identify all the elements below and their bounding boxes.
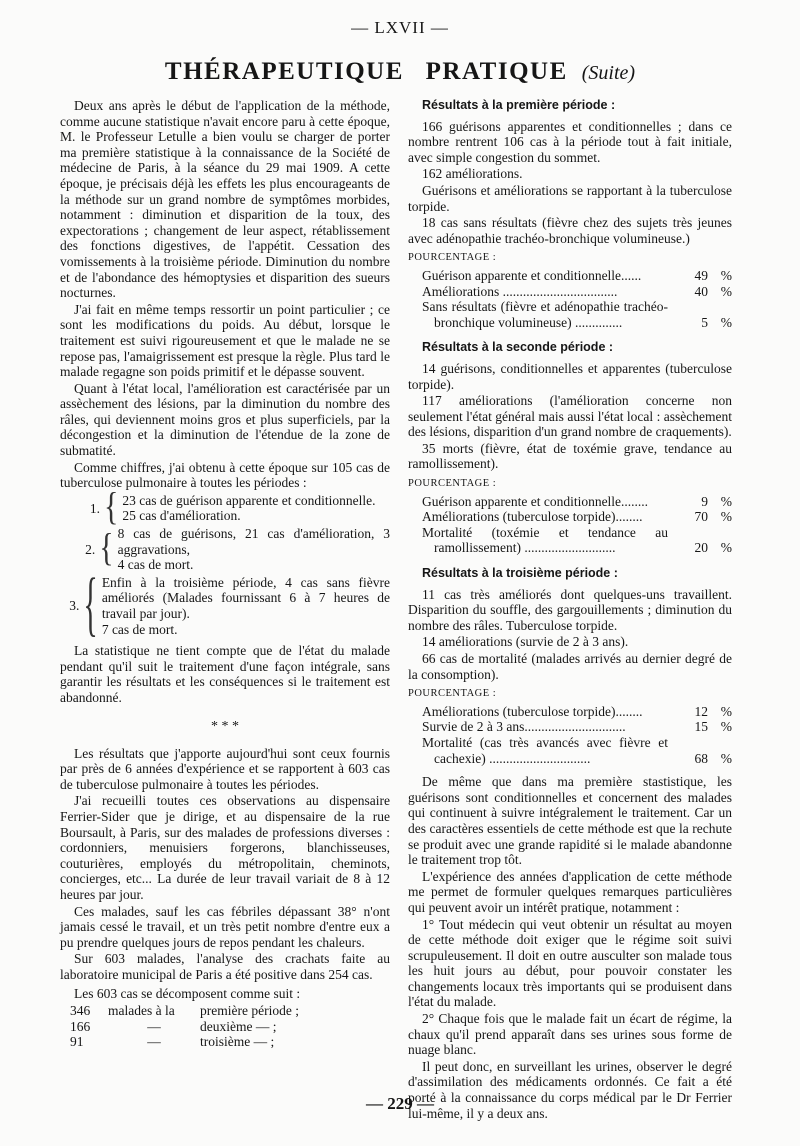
percentage-label: POURCENTAGE :: [408, 478, 497, 490]
percentage-row: [422, 525, 732, 556]
percentage-row: [422, 299, 732, 330]
breakdown-period: première période ;: [200, 1003, 299, 1019]
percentage-row-label: Guérison apparente et conditionnelle........: [422, 493, 649, 509]
paragraph: La statistique ne tient compte que de l'état du malade pendant qu'il suit le traitement d'une façon intégrale, sans garantir les résultats et les conséquences si le traitement est abandonné.: [60, 643, 390, 705]
group-item: 7 cas de mort.: [101, 621, 178, 637]
paragraph: Sur 603 malades, l'analyse des crachats faite au laboratoire municipal de Paris a été positive dans 254 cas.: [60, 951, 390, 982]
case-breakdown: [70, 1003, 390, 1050]
paragraph: Les résultats que j'apporte aujourd'hui sont ceux fournis par près de 6 années d'expérience et se rapportent à 603 cas de tuberculose pulmonaire à toutes les périodes.: [60, 745, 390, 792]
paragraph: 11 cas très améliorés dont quelques-uns travaillent. Disparition du souffle, des gargouillements ; diminution du nombre des râles. Tuberculose torpide.: [408, 586, 732, 633]
paragraph: L'expérience des années d'application de cette méthode me permet de formuler quelques remarques particulières qui peuvent avoir un intérêt pratique, notamment :: [408, 868, 732, 915]
paragraph: 166 guérisons apparentes et conditionnelles ; dans ce nombre rentrent 106 cas à la période tout à fait initiale, avec simple congestion du sommet.: [408, 118, 732, 165]
paragraph: Deux ans après le début de l'application de la méthode, comme aucune statistique n'avait encore paru à cette époque, M. le Professeur Letulle a bien voulu se charger de porter ma première statistique à la connaissance de la Société de médecine de Paris, à la séance du 29 mai 1909. A cette époque, je précisais déjà les effets les plus encourageants de la méthode sur un grand nombre de symptômes morbides, notamment : diminution et disparition de la toux, des expectorations ; changement de leur aspect, rétablissement des fonctions digestives, de l'appétit. Cessation des vomissements à la troisième période. Diminution du nombre et de l'abondance des hémoptysies et disparition des sueurs nocturnes.: [60, 98, 390, 301]
paragraph: Guérisons et améliorations se rapportant à la tuberculose torpide.: [408, 182, 732, 214]
group-number: 2.: [85, 541, 96, 557]
percentage-value: 40: [694, 283, 708, 299]
group-item: 25 cas d'amélioration.: [122, 508, 241, 524]
paragraph: J'ai fait en même temps ressortir un point particulier ; ce sont les modifications du poids. Au début, lorsque le traitement est suivi rigoureusement et que le malade ne se repose pas, l'amaigrissement est presque la règle. Plus tard le malade regagne son poids primitif et le dépasse souvent.: [60, 301, 390, 380]
group-number: 3.: [69, 598, 80, 614]
left-column: [60, 98, 390, 1050]
paragraph: 2° Chaque fois que le malade fait un écart de régime, la chaux qu'il prend apparaît dans ses urines sous forme de nuage blanc.: [408, 1011, 732, 1058]
percentage-unit: %: [720, 703, 732, 719]
title-main: THÉRAPEUTIQUE PRATIQUE: [164, 58, 568, 85]
paragraph: 162 améliorations.: [422, 166, 523, 182]
percentage-row: [422, 509, 732, 525]
paragraph: 66 cas de mortalité (malades arrivés au dernier degré de la consomption).: [408, 651, 732, 682]
paragraph: Il peut donc, en surveillant les urines, observer le degré d'assimilation des médicaments ordonnés. Ce fait a été porté à la connaissance du corps médical par le Dr Ferrier lui-même, il y a deux ans.: [408, 1058, 732, 1121]
percentage-row: [422, 719, 732, 735]
percentage-value: 49: [694, 267, 708, 283]
percentage-value: 68: [694, 750, 708, 766]
percentage-value: 20: [694, 540, 708, 556]
paragraph: 1° Tout médecin qui veut obtenir un résultat au moyen de cette méthode doit exiger que le régime soit suivi scrupuleusement. Il doit en outre ausculter son malade tous les huit jours au début, pour pouvoir constater les changements locaux très importants qui se produisent dans l'état du malade.: [408, 916, 732, 1010]
percentage-row: [422, 268, 732, 284]
percentage-row: [422, 704, 732, 720]
breakdown-period: deuxième — ;: [200, 1018, 277, 1034]
percentage-row-label: Sans résultats (fièvre et adénopathie trachéo-bronchique volumineuse) ..............: [422, 299, 668, 330]
section-heading-third-period: Résultats à la troisième période :: [422, 566, 618, 581]
percentage-unit: %: [720, 750, 732, 766]
right-column: [408, 98, 732, 1122]
breakdown-row: [70, 1003, 390, 1019]
percentage-row-label: Survie de 2 à 3 ans..............................: [422, 719, 626, 735]
percentage-unit: %: [720, 509, 732, 525]
result-group-1: [60, 486, 390, 530]
group-item: 8 cas de guérisons, 21 cas d'amélioration, 3 aggravations,: [117, 526, 390, 557]
percentage-unit: %: [720, 540, 732, 556]
paragraph: J'ai recueilli toutes ces observations au dispensaire Ferrier-Sider que je dirige, et au dispensaire de la rue Boursault, à Paris, sur des malades de professions diverses : cordonniers, menuisiers forgerons, blanchisseuses, couturières, employés du métropolitain, cheminots, concierges, etc... La durée de leur travail variait de 8 à 12 heures par jour.: [60, 793, 390, 902]
breakdown-count: 166: [70, 1018, 91, 1034]
breakdown-words: malades à la: [108, 1003, 175, 1019]
page-header: — LXVII —: [351, 18, 449, 37]
percentage-row: [422, 494, 732, 510]
percentage-value: 70: [694, 509, 708, 525]
title-suite: (Suite): [581, 62, 636, 84]
paragraph: Ces malades, sauf les cas fébriles dépassant 38° n'ont jamais cessé le travail, et un très petit nombre d'entre eux a pu prendre quelques jours de repos pendant les chaleurs.: [60, 903, 390, 950]
paragraph: De même que dans ma première stastistique, les guérisons sont conditionnelles et concernent des malades qui continuent à suivre intégralement le traitement. Car un des caractères essentiels de cette méthode est que la rechute se produit avec une grande rapidité si le malade abandonne le traitement trop tôt.: [408, 774, 732, 868]
percentage-row-label: Améliorations (tuberculose torpide)........: [422, 703, 643, 719]
percentage-value: 5: [701, 314, 708, 330]
percentage-unit: %: [720, 719, 732, 735]
percentage-row: [422, 735, 732, 766]
group-item: Enfin à la troisième période, 4 cas sans fièvre améliorés (Malades fournissant 6 à 7 heures de travail par jour).: [101, 574, 390, 621]
section-heading-second-period: Résultats à la seconde période :: [422, 340, 614, 355]
percentage-row: [422, 284, 732, 300]
breakdown-row: [70, 1019, 390, 1035]
brace-icon: {: [99, 527, 114, 571]
group-number: 1.: [89, 500, 100, 516]
percentage-row-label: Améliorations ..................................: [422, 283, 618, 299]
paragraph: 117 améliorations (l'amélioration concerne non seulement l'état général mais aussi l'état local : assèchement des lésions, disparition d'un grand nombre de craquements).: [408, 393, 732, 440]
brace-icon: {: [104, 486, 119, 530]
percentage-row-label: Guérison apparente et conditionnelle......: [422, 267, 642, 283]
brace-icon: {: [83, 565, 98, 645]
percentage-row-label: Mortalité (cas très avancés avec fièvre et cachexie) ..............................: [422, 734, 668, 766]
breakdown-count: 91: [70, 1034, 84, 1050]
percentage-unit: %: [720, 493, 732, 509]
breakdown-words: —: [147, 1018, 161, 1034]
percentage-unit: %: [720, 283, 732, 299]
paragraph: 14 améliorations (survie de 2 à 3 ans).: [422, 634, 629, 650]
group-item: 23 cas de guérison apparente et conditionnelle.: [122, 492, 376, 508]
percentage-row-label: Mortalité (toxémie et tendance au ramollissement) ...........................: [422, 524, 668, 556]
section-separator: * * *: [211, 718, 239, 734]
paragraph: Quant à l'état local, l'amélioration est caractérisée par un assèchement des lésions, par la diminution du nombre des râles, qui deviennent moins gros et plus superficiels, par la décongestion et la diminution de l'étendue de la zone de submatité.: [60, 380, 390, 459]
percentage-unit: %: [720, 314, 732, 330]
percentage-value: 12: [694, 703, 708, 719]
percentage-value: 15: [694, 719, 708, 735]
article-title: [0, 58, 800, 86]
page-number: — 229 —: [366, 1094, 434, 1113]
breakdown-count: 346: [70, 1003, 91, 1019]
result-group-2: [60, 526, 390, 573]
percentage-label: POURCENTAGE :: [408, 688, 497, 700]
group-item: 4 cas de mort.: [117, 557, 194, 573]
percentage-unit: %: [720, 267, 732, 283]
paragraph: 35 morts (fièvre, état de toxémie grave, tendance au ramollissement).: [408, 440, 732, 472]
paragraph: Comme chiffres, j'ai obtenu à cette époque sur 105 cas de tuberculose pulmonaire à toutes les périodes :: [60, 459, 390, 491]
paragraph: Les 603 cas se décomposent comme suit :: [74, 986, 301, 1002]
breakdown-period: troisième — ;: [200, 1034, 275, 1050]
breakdown-words: —: [147, 1034, 161, 1050]
percentage-label: POURCENTAGE :: [408, 252, 497, 264]
section-heading-first-period: Résultats à la première période :: [422, 98, 616, 112]
breakdown-row: [70, 1034, 390, 1050]
paragraph: 14 guérisons, conditionnelles et apparentes (tuberculose torpide).: [408, 360, 732, 392]
paragraph: 18 cas sans résultats (fièvre chez des sujets très jeunes avec adénopathie trachéo-bronchique volumineuse.): [408, 215, 732, 246]
percentage-row-label: Améliorations (tuberculose torpide)........: [422, 509, 643, 525]
percentage-value: 9: [701, 493, 708, 509]
